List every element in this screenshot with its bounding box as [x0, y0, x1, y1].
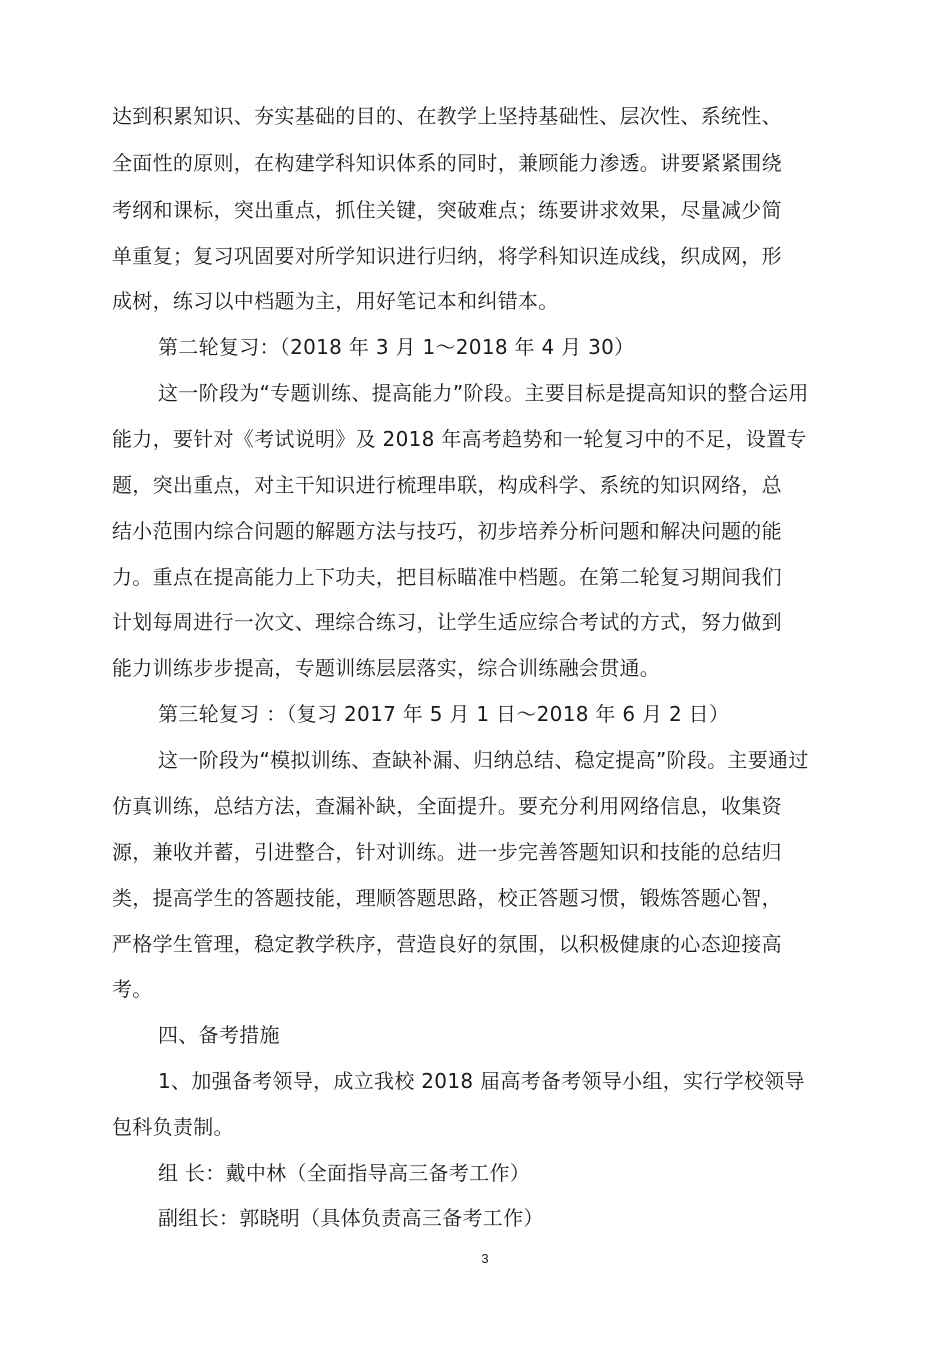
paragraph-line: 类，提高学生的答题技能，理顺答题思路，校正答题习惯，锻炼答题心智，: [112, 886, 782, 910]
paragraph-line: 题，突出重点，对主干知识进行梳理串联，构成科学、系统的知识网络，总: [112, 473, 782, 497]
paragraph-line: 能力训练步步提高，专题训练层层落实，综合训练融会贯通。: [112, 656, 661, 680]
page-number: 3: [481, 1251, 489, 1266]
paragraph-line: 考。: [112, 977, 153, 1001]
paragraph-line: 成树，练习以中档题为主，用好笔记本和纠错本。: [112, 289, 559, 313]
paragraph-line: 这一阶段为“专题训练、提高能力”阶段。主要目标是提高知识的整合运用: [158, 381, 809, 405]
paragraph-line: 仿真训练，总结方法，查漏补缺，全面提升。要充分利用网络信息，收集资: [112, 794, 782, 818]
paragraph-line: 包科负责制。: [112, 1115, 234, 1139]
paragraph-line: 力。重点在提高能力上下功夫，把目标瞄准中档题。在第二轮复习期间我们: [112, 565, 782, 589]
paragraph-line: 严格学生管理，稳定教学秩序，营造良好的氛围，以积极健康的心态迎接高: [112, 932, 782, 956]
paragraph-line: 这一阶段为“模拟训练、查缺补漏、归纳总结、稳定提高”阶段。主要通过: [158, 748, 809, 772]
paragraph-line: 计划每周进行一次文、理综合练习，让学生适应综合考试的方式，努力做到: [112, 610, 782, 634]
paragraph-line: 源，兼收并蓄，引进整合，针对训练。进一步完善答题知识和技能的总结归: [112, 840, 782, 864]
section-heading: 四、备考措施: [158, 1023, 280, 1047]
paragraph-line: 1、加强备考领导，成立我校 2018 届高考备考领导小组，实行学校领导: [158, 1069, 805, 1093]
paragraph-line: 考纲和课标，突出重点，抓住关键，突破难点；练要讲求效果，尽量减少简: [112, 198, 782, 222]
section-heading: 第二轮复习：（2018 年 3 月 1～2018 年 4 月 30）: [158, 335, 635, 359]
paragraph-line: 单重复；复习巩固要对所学知识进行归纳，将学科知识连成线，织成网，形: [112, 244, 782, 268]
section-heading: 第三轮复习 ：（复习 2017 年 5 月 1 日～2018 年 6 月 2 日）: [158, 702, 730, 726]
paragraph-line: 达到积累知识、夯实基础的目的、在教学上坚持基础性、层次性、系统性、: [112, 104, 782, 128]
paragraph-line: 结小范围内综合问题的解题方法与技巧，初步培养分析问题和解决问题的能: [112, 519, 782, 543]
paragraph-line: 全面性的原则，在构建学科知识体系的同时，兼顾能力渗透。讲要紧紧围绕: [112, 151, 782, 175]
list-item: 副组长：郭晓明（具体负责高三备考工作）: [158, 1206, 544, 1230]
paragraph-line: 能力，要针对《考试说明》及 2018 年高考趋势和一轮复习中的不足，设置专: [112, 427, 807, 451]
list-item: 组 长：戴中林（全面指导高三备考工作）: [158, 1161, 531, 1185]
